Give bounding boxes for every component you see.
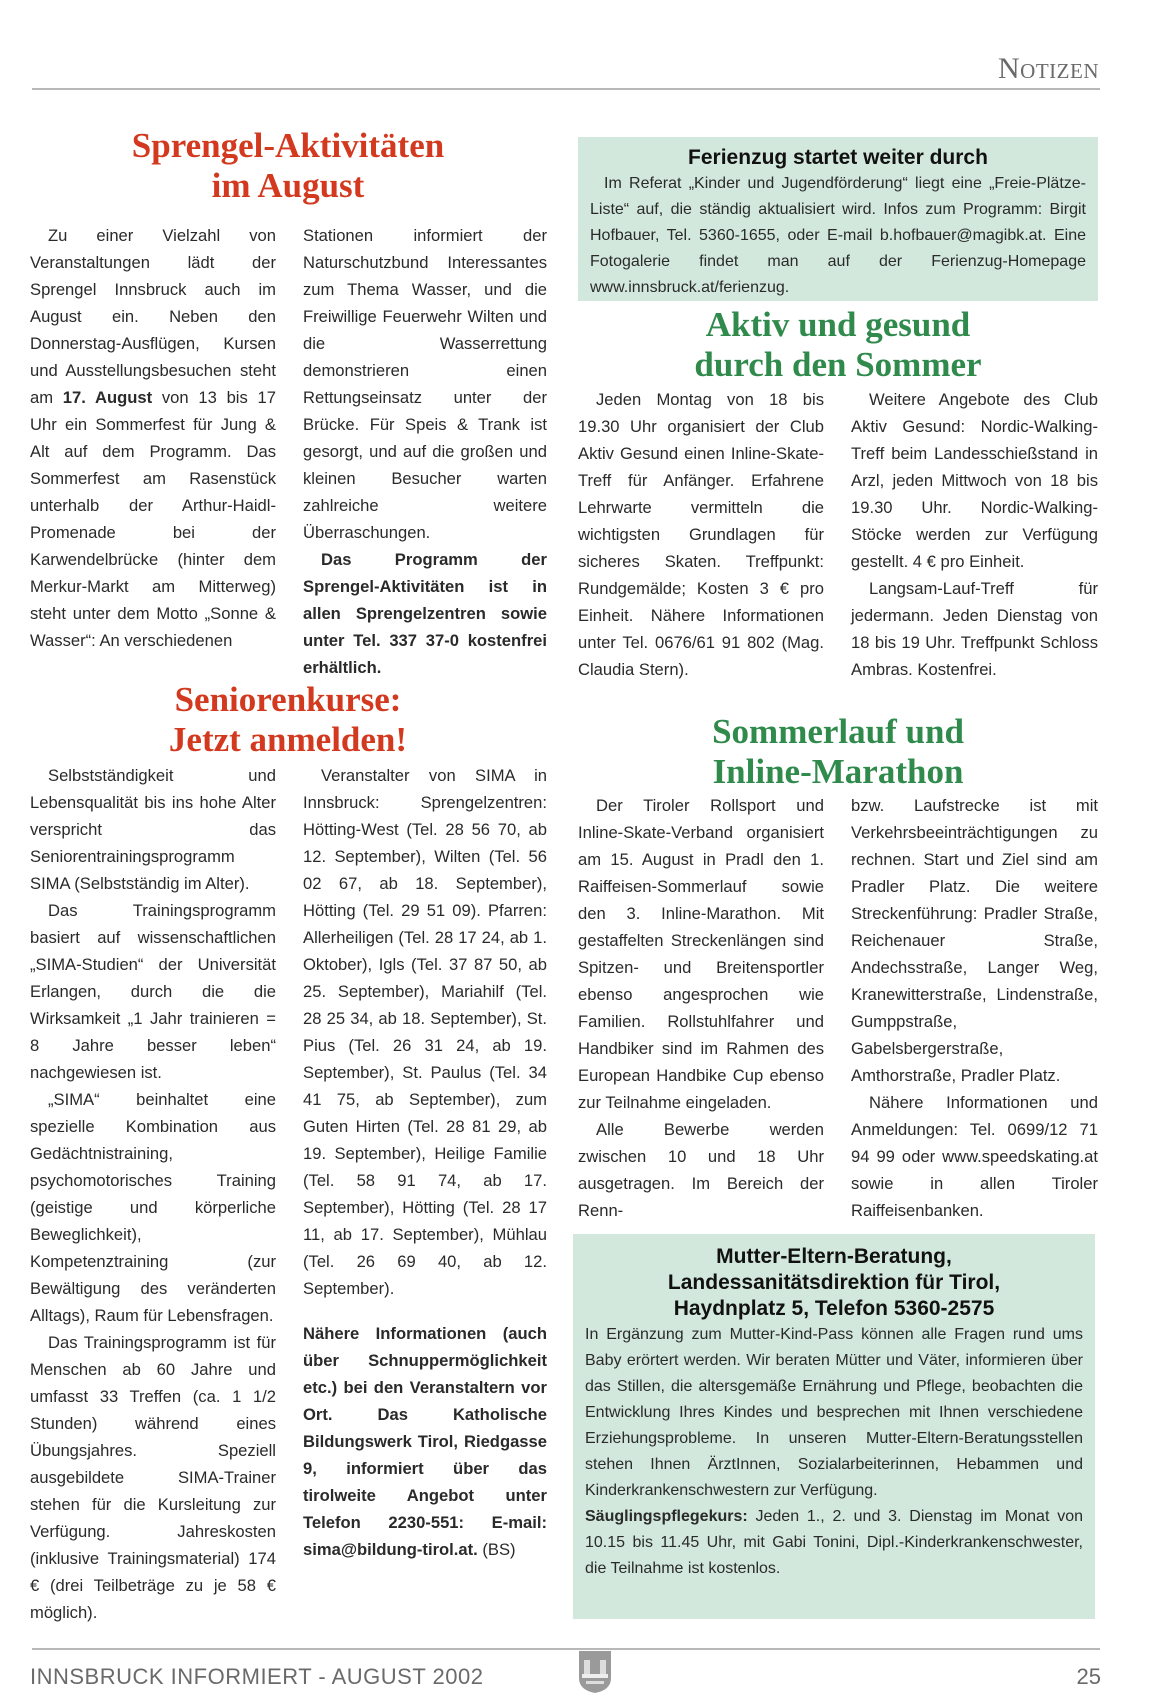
box-body [590, 171, 1086, 301]
ferienzug-box [578, 137, 1098, 301]
aktiv-headline [578, 305, 1098, 385]
sprengel-headline [30, 126, 546, 206]
paragraph [585, 1504, 1083, 1582]
box-title-line: Mutter-Eltern-Beratung, [716, 1245, 952, 1268]
paragraph: „SIMA“ beinhaltet eine spezielle Kombination aus Gedächtnistraining, psychomotorisches Training (geistige und körperliche Beweglichkeit), Kompetenztraining (zur Bewältigung des veränderten Alltags), Raum für Lebensfragen. [30, 1090, 276, 1325]
paragraph-bold: Das Programm der Sprengel-Aktivitäten ist in allen Sprengelzentren sowie unter Tel. 337 37-0 kostenfrei erhältlich. [303, 550, 547, 677]
text: Zu einer Vielzahl von Veranstaltungen lädt der Sprengel Innsbruck auch im August ein. Neben den Donnerstag-Ausflügen, Kursen und Ausstellungsbesuchen steht am [30, 226, 276, 407]
paragraph: In Ergänzung zum Mutter-Kind-Pass können alle Fragen rund ums Baby erörtert werden. Wir beraten Mütter und Väter, informieren über das Stillen, die altersgemäße Ernährung und Pflege, beobachten die Entwicklung Ihres Kindes und besprechen mit Ihnen verschiedene Erziehungsprobleme. In unseren Mutter-Eltern-Beratungsstellen stehen Ihnen ÄrztInnen, Sozialarbeiterinnen, Hebammen und Kinderkrankenschwestern zur Verfügung. [585, 1326, 1083, 1499]
text: (BS) [477, 1540, 516, 1559]
text: von 13 bis 17 Uhr ein Sommerfest für Jung & Alt auf dem Programm. Das Sommerfest am Rasenstück unterhalb der Arthur-Haidl-Promenade bei der Karwendelbrücke (hinter dem Merkur-Markt am Mitterweg) steht unter dem Motto „Sonne & Wasser“: An verschiedenen [30, 388, 276, 650]
headline-line: Seniorenkurse: [174, 680, 402, 719]
headline-line: durch den Sommer [694, 345, 982, 384]
paragraph: Das Trainingsprogramm basiert auf wissenschaftlichen „SIMA-Studien“ der Universität Erlangen, durch die die Wirksamkeit „1 Jahr trainieren = 8 Jahre besser leben“ nachgewiesen ist. [30, 901, 276, 1082]
date-bold: 17. August [62, 388, 153, 407]
paragraph [30, 222, 276, 654]
sommerlauf-col1 [578, 792, 824, 1224]
headline-line: Aktiv und gesund [705, 305, 971, 344]
senioren-col2 [303, 762, 547, 1563]
paragraph: Selbstständigkeit und Lebensqualität bis ins hohe Alter verspricht das Seniorentrainingsprogramm SIMA (Selbstständig im Alter). [30, 766, 276, 893]
paragraph: Stationen informiert der Naturschutzbund Interessantes zum Thema Wasser, und die Freiwillige Feuerwehr Wilten und die Wasserrettung demonstrieren einen Rettungseinsatz unter der Brücke. Für Speis & Trank ist gesorgt, und auf die großen und kleinen Besucher warten zahlreiche weitere Überraschungen. [303, 226, 547, 542]
paragraph: Im Referat „Kinder und Jugendförderung“ liegt eine „Freie-Plätze-Liste“ auf, die ständig aktualisiert wird. Infos zum Programm: Birgit Hofbauer, Tel. 5360-1655, oder E-mail b.hofbauer@magibk.at. Eine Fotogalerie findet man auf der Ferienzug-Homepage www.innsbruck.at/ferienzug. [590, 175, 1086, 296]
paragraph: Nähere Informationen und Anmeldungen: Tel. 0699/12 71 94 99 oder www.speedskating.at sowie in allen Tiroler Raiffeisenbanken. [851, 1093, 1098, 1220]
headline-line: Sommerlauf und [712, 712, 964, 751]
aktiv-col1 [578, 386, 824, 683]
headline-line: Jetzt anmelden! [168, 720, 408, 759]
headline-line: Inline-Marathon [712, 752, 964, 791]
text: Jeden 1., 2. und 3. Dienstag im Monat von 10.15 bis 11.45 Uhr, mit Gabi Tonini, Dipl.-Kinderkrankenschwester, die Teilnahme ist kostenlos. [585, 1508, 1083, 1577]
paragraph: Alle Bewerbe werden zwischen 10 und 18 Uhr ausgetragen. Im Bereich der Renn- [578, 1120, 824, 1220]
contact-bold: Nähere Informationen (auch über Schnuppermöglichkeit etc.) bei den Veranstaltern vor Ort. Das Katholische Bildungswerk Tirol, Riedgasse 9, informiert über das tirolweite Angebot unter Telefon 2230-551: E-mail: sima@bildung-tirol.at. [303, 1324, 547, 1559]
box-title-line: Landessanitätsdirektion für Tirol, [667, 1271, 1001, 1294]
section-label: Notizen [998, 52, 1099, 85]
sprengel-col1 [30, 222, 276, 654]
box-title: Ferienzug startet weiter durch [688, 146, 988, 169]
box-title-line: Haydnplatz 5, Telefon 5360-2575 [673, 1297, 995, 1320]
header-rule [32, 88, 1100, 90]
paragraph: Langsam-Lauf-Treff für jedermann. Jeden Dienstag von 18 bis 19 Uhr. Treffpunkt Schloss Ambras. Kostenfrei. [851, 579, 1098, 679]
paragraph: Jeden Montag von 18 bis 19.30 Uhr organisiert der Club Aktiv Gesund einen Inline-Skate-Treff für Anfänger. Erfahrene Lehrwarte vermitteln die wichtigsten Grundlagen für sicheres Skaten. Treffpunkt: Rundgemälde; Kosten 3 € pro Einheit. Nähere Informationen unter Tel. 0676/61 91 802 (Mag. Claudia Stern). [578, 390, 824, 679]
footer-rule [32, 1648, 1100, 1650]
sprengel-col2 [303, 222, 547, 681]
box-body [585, 1322, 1083, 1582]
aktiv-col2 [851, 386, 1098, 683]
page-number: 25 [1076, 1664, 1101, 1689]
paragraph: Weitere Angebote des Club Aktiv Gesund: Nordic-Walking-Treff beim Landesschießstand in Arzl, jeden Mittwoch von 18 bis 19.30 Uhr. Nordic-Walking-Stöcke werden zur Verfügung gestellt. 4 € pro Einheit. [851, 390, 1098, 571]
kurs-label: Säuglingspflegekurs: [585, 1508, 748, 1525]
paragraph: Der Tiroler Rollsport und Inline-Skate-Verband organisiert am 15. August in Pradl den 1. Raiffeisen-Sommerlauf sowie den 3. Inline-Marathon. Mit gestaffelten Streckenlängen sind Spitzen- und Breitensportler ebenso angesprochen wie Familien. Rollstuhlfahrer und Handbiker sind im Rahmen des European Handbike Cup ebenso zur Teilnahme eingeladen. [578, 796, 824, 1112]
sommerlauf-headline [578, 712, 1098, 792]
senioren-headline [30, 680, 546, 760]
paragraph: Veranstalter von SIMA in Innsbruck: Sprengelzentren: Hötting-West (Tel. 28 56 70, ab 12. September), Wilten (Tel. 56 02 67, ab 18. September), Hötting (Tel. 29 51 09). Pfarren: Allerheiligen (Tel. 28 17 24, ab 1. Oktober), Igls (Tel. 37 87 50, ab 25. September), Mariahilf (Tel. 28 25 34, ab 18. September), St. Pius (Tel. 26 31 24, ab 19. September), St. Paulus (Tel. 34 41 75, ab September), zum Guten Hirten (Tel. 28 81 29, ab 19. September), Heilige Familie (Tel. 58 91 74, ab 17. September), Hötting (Tel. 28 17 11, ab 17. September), Mühlau (Tel. 26 69 40, ab 12. September). [303, 766, 547, 1298]
paragraph: bzw. Laufstrecke ist mit Verkehrsbeeinträchtigungen zu rechnen. Start und Ziel sind am Pradler Platz. Die weitere Streckenführung: Pradler Straße, Reichenauer Straße, Andechsstraße, Langer Weg, Kranewitterstraße, Lindenstraße, Gumppstraße, Gabelsbergerstraße, Amthorstraße, Pradler Platz. [851, 796, 1098, 1085]
paragraph: Das Trainingsprogramm ist für Menschen ab 60 Jahre und umfasst 33 Treffen (ca. 1 1/2 Stunden) während eines Übungsjahres. Speziell ausgebildete SIMA-Trainer stehen für die Kursleitung zur Verfügung. Jahreskosten (inklusive Trainingsmaterial) 174 € (drei Teilbeträge zu je 58 € möglich). [30, 1333, 276, 1622]
mutter-box [573, 1234, 1095, 1619]
city-coat-of-arms-icon [578, 1650, 612, 1694]
headline-line: im August [211, 166, 365, 205]
sommerlauf-col2 [851, 792, 1098, 1224]
senioren-col1 [30, 762, 276, 1626]
headline-line: Sprengel-Aktivitäten [131, 126, 445, 165]
paragraph [303, 1320, 547, 1563]
publication-name: INNSBRUCK INFORMIERT - AUGUST 2002 [30, 1664, 484, 1689]
